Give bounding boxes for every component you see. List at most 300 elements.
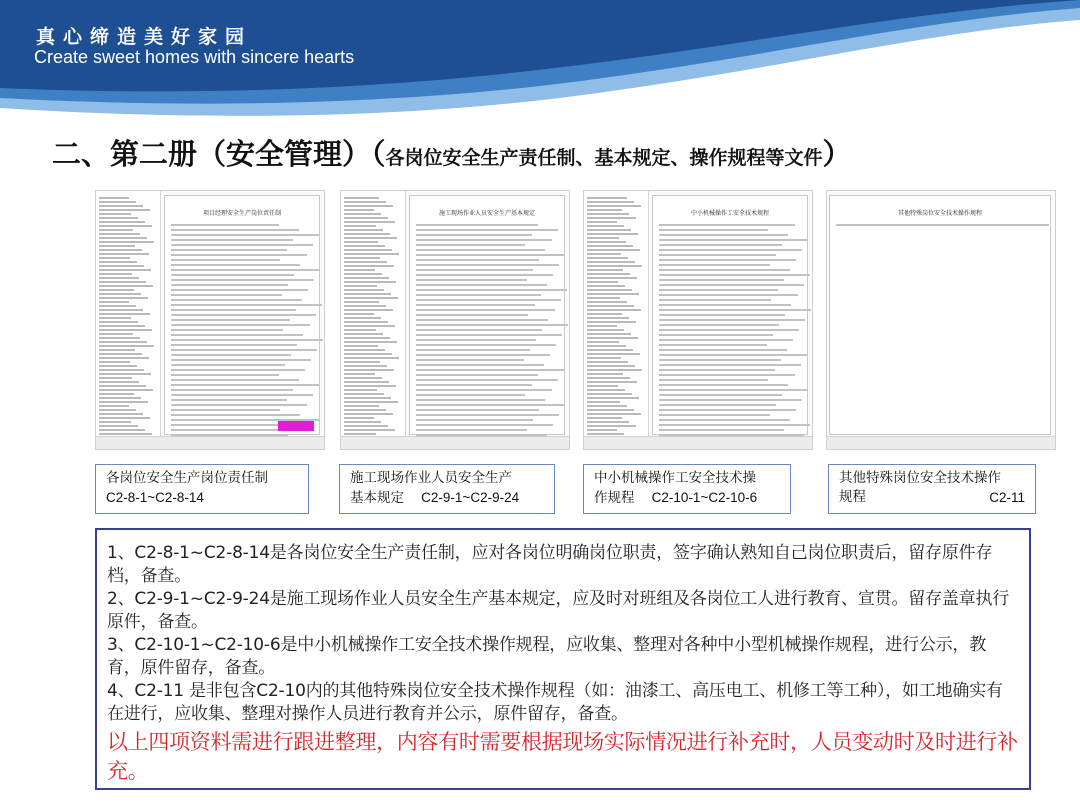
tree-entry[interactable] bbox=[587, 409, 634, 411]
document-page bbox=[652, 195, 808, 435]
tree-entry[interactable] bbox=[344, 393, 384, 395]
tree-entry[interactable] bbox=[587, 277, 637, 279]
tree-entry[interactable] bbox=[587, 377, 630, 379]
tree-entry[interactable] bbox=[344, 289, 384, 291]
text-line bbox=[659, 284, 804, 286]
tree-entry[interactable] bbox=[99, 321, 138, 323]
document-page bbox=[409, 195, 565, 435]
text-line bbox=[659, 384, 788, 386]
tree-entry[interactable] bbox=[99, 297, 148, 299]
tree-entry[interactable] bbox=[587, 425, 636, 427]
tree-entry[interactable] bbox=[344, 365, 387, 367]
tree-entry[interactable] bbox=[344, 313, 374, 315]
tree-entry[interactable] bbox=[99, 341, 147, 343]
tree-entry[interactable] bbox=[99, 361, 130, 363]
tree-entry[interactable] bbox=[587, 341, 619, 343]
tree-entry[interactable] bbox=[587, 233, 638, 235]
tree-entry[interactable] bbox=[99, 277, 139, 279]
text-line bbox=[416, 229, 558, 231]
tree-entry[interactable] bbox=[99, 409, 136, 411]
tree-entry[interactable] bbox=[344, 261, 387, 263]
text-line bbox=[171, 239, 293, 241]
tree-entry[interactable] bbox=[344, 249, 392, 251]
tree-entry[interactable] bbox=[99, 249, 142, 251]
text-line bbox=[659, 374, 795, 376]
tree-entry[interactable] bbox=[99, 205, 143, 207]
tree-entry[interactable] bbox=[99, 373, 151, 375]
tree-entry[interactable] bbox=[99, 245, 135, 247]
tree-entry[interactable] bbox=[99, 397, 141, 399]
tree-entry[interactable] bbox=[587, 197, 627, 199]
tree-entry[interactable] bbox=[99, 377, 132, 379]
tree-entry[interactable] bbox=[587, 293, 639, 295]
text-line bbox=[416, 379, 558, 381]
text-line bbox=[416, 319, 548, 321]
text-line bbox=[171, 314, 316, 316]
tree-entry[interactable] bbox=[344, 325, 395, 327]
text-line bbox=[171, 414, 300, 416]
tree-entry[interactable] bbox=[344, 205, 393, 207]
tree-entry[interactable] bbox=[344, 329, 376, 331]
tree-entry[interactable] bbox=[587, 357, 621, 359]
tree-entry[interactable] bbox=[344, 201, 386, 203]
tree-entry[interactable] bbox=[587, 393, 632, 395]
text-line bbox=[659, 424, 810, 426]
tree-entry[interactable] bbox=[344, 349, 385, 351]
text-line bbox=[171, 319, 290, 321]
text-line bbox=[171, 269, 320, 271]
text-line bbox=[416, 364, 544, 366]
tree-entry[interactable] bbox=[99, 425, 138, 427]
tree-entry[interactable] bbox=[99, 413, 143, 415]
tree-entry[interactable] bbox=[344, 389, 377, 391]
tree-entry[interactable] bbox=[587, 309, 641, 311]
tree-entry[interactable] bbox=[344, 373, 375, 375]
document-page bbox=[164, 195, 320, 435]
tree-entry[interactable] bbox=[344, 273, 382, 275]
tree-entry[interactable] bbox=[587, 373, 623, 375]
tree-entry[interactable] bbox=[344, 409, 386, 411]
tree-entry[interactable] bbox=[99, 365, 137, 367]
tree-entry[interactable] bbox=[587, 205, 641, 207]
tree-entry[interactable] bbox=[99, 285, 153, 287]
tree-entry[interactable] bbox=[587, 241, 626, 243]
text-line bbox=[416, 324, 568, 326]
tree-entry[interactable] bbox=[344, 377, 382, 379]
tree-entry[interactable] bbox=[99, 221, 145, 223]
tree-entry[interactable] bbox=[344, 425, 388, 427]
tree-entry[interactable] bbox=[99, 333, 133, 335]
text-line bbox=[416, 224, 538, 226]
tree-entry[interactable] bbox=[344, 385, 396, 387]
tree-entry[interactable] bbox=[587, 221, 617, 223]
tree-entry[interactable] bbox=[99, 289, 134, 291]
tree-entry[interactable] bbox=[344, 397, 391, 399]
note-item-1: 1、C2-8-1~C2-8-14是各岗位安全生产责任制，应对各岗位明确岗位职责，签字确认熟知自己岗位职责后，留存原件存档，备查。 bbox=[107, 543, 993, 586]
text-line bbox=[416, 304, 535, 306]
tree-entry[interactable] bbox=[99, 309, 143, 311]
tree-entry[interactable] bbox=[344, 213, 381, 215]
tree-entry[interactable] bbox=[344, 209, 374, 211]
text-line bbox=[659, 279, 784, 281]
tree-entry[interactable] bbox=[344, 257, 380, 259]
text-line bbox=[171, 299, 302, 301]
text-line bbox=[659, 349, 787, 351]
tree-entry[interactable] bbox=[344, 337, 390, 339]
tree-entry[interactable] bbox=[99, 225, 152, 227]
tree-entry[interactable] bbox=[587, 313, 622, 315]
tree-entry[interactable] bbox=[587, 389, 625, 391]
tree-entry[interactable] bbox=[587, 321, 636, 323]
tree-entry[interactable] bbox=[344, 293, 391, 295]
tree-entry[interactable] bbox=[344, 253, 399, 255]
tree-entry[interactable] bbox=[99, 241, 154, 243]
document-page-title: 项目经理安全生产岗位责任制 bbox=[202, 210, 281, 217]
tree-entry[interactable] bbox=[344, 321, 388, 323]
tree-entry[interactable] bbox=[99, 393, 134, 395]
tree-entry[interactable] bbox=[99, 281, 146, 283]
tree-entry[interactable] bbox=[587, 285, 625, 287]
tree-entry[interactable] bbox=[587, 405, 627, 407]
tree-entry[interactable] bbox=[99, 345, 154, 347]
tree-entry[interactable] bbox=[587, 401, 620, 403]
text-line bbox=[659, 344, 767, 346]
text-line bbox=[416, 389, 552, 391]
tree-entry[interactable] bbox=[344, 309, 393, 311]
document-page-title: 其他特殊岗位安全技术操作规程 bbox=[897, 210, 982, 217]
tree-entry[interactable] bbox=[344, 217, 388, 219]
tree-entry[interactable] bbox=[587, 209, 622, 211]
tree-entry[interactable] bbox=[344, 233, 390, 235]
text-line bbox=[171, 309, 296, 311]
tree-entry[interactable] bbox=[99, 269, 151, 271]
text-line bbox=[659, 329, 799, 331]
tree-entry[interactable] bbox=[99, 389, 153, 391]
caption-1 bbox=[95, 464, 309, 514]
slide-title-close-paren: ） bbox=[822, 137, 852, 171]
tree-entry[interactable] bbox=[99, 261, 137, 263]
text-line bbox=[416, 314, 528, 316]
tree-entry[interactable] bbox=[99, 349, 135, 351]
tree-entry[interactable] bbox=[587, 213, 629, 215]
brand-slogan-cn: 真心缔造美好家园 bbox=[36, 26, 253, 48]
note-item-3: 3、C2-10-1~C2-10-6是中小机械操作工安全技术操作规程，应收集、整理对各种中小型机械操作规程，进行公示，教育，原件留存，备查。 bbox=[107, 635, 987, 678]
tree-entry[interactable] bbox=[587, 301, 627, 303]
tree-entry[interactable] bbox=[344, 401, 398, 403]
text-line bbox=[659, 244, 782, 246]
text-line bbox=[171, 254, 307, 256]
tree-entry[interactable] bbox=[344, 405, 379, 407]
tree-entry[interactable] bbox=[587, 329, 624, 331]
caption-title-cont: 作规程 bbox=[594, 490, 635, 506]
text-line bbox=[171, 289, 308, 291]
tree-entry[interactable] bbox=[344, 361, 380, 363]
text-line bbox=[416, 384, 532, 386]
text-line bbox=[171, 349, 317, 351]
text-line bbox=[659, 419, 790, 421]
tree-entry[interactable] bbox=[587, 317, 629, 319]
text-line bbox=[171, 409, 280, 411]
tree-entry[interactable] bbox=[99, 417, 150, 419]
document-screenshot-3 bbox=[583, 190, 813, 450]
document-screenshot-1 bbox=[95, 190, 325, 450]
tree-entry[interactable] bbox=[344, 297, 398, 299]
tree-entry[interactable] bbox=[587, 337, 638, 339]
text-line bbox=[171, 259, 280, 261]
tree-entry[interactable] bbox=[587, 265, 642, 267]
tree-entry[interactable] bbox=[99, 433, 152, 435]
text-line bbox=[416, 369, 564, 371]
text-line bbox=[416, 359, 524, 361]
tree-entry[interactable] bbox=[344, 281, 396, 283]
tree-entry[interactable] bbox=[587, 273, 630, 275]
tree-entry[interactable] bbox=[344, 225, 376, 227]
text-line bbox=[171, 244, 313, 246]
caption-title: 其他特殊岗位安全技术操作 bbox=[839, 470, 1001, 486]
tree-entry[interactable] bbox=[99, 357, 149, 359]
tree-entry[interactable] bbox=[344, 241, 378, 243]
tree-entry[interactable] bbox=[99, 217, 138, 219]
text-line bbox=[659, 314, 785, 316]
tree-entry[interactable] bbox=[344, 341, 397, 343]
text-line bbox=[171, 294, 282, 296]
text-line bbox=[416, 404, 565, 406]
tree-entry[interactable] bbox=[344, 353, 392, 355]
tree-entry[interactable] bbox=[587, 353, 640, 355]
slide-title-main: 二、第二册（安全管理） bbox=[52, 137, 372, 171]
tree-entry[interactable] bbox=[587, 397, 639, 399]
text-line bbox=[416, 339, 536, 341]
text-line bbox=[836, 224, 1049, 226]
text-line bbox=[171, 389, 293, 391]
text-line bbox=[171, 229, 299, 231]
text-line bbox=[171, 324, 310, 326]
tree-entry[interactable] bbox=[587, 381, 637, 383]
tree-entry[interactable] bbox=[344, 369, 394, 371]
tree-entry[interactable] bbox=[344, 301, 379, 303]
tree-entry[interactable] bbox=[99, 197, 129, 199]
text-line bbox=[659, 294, 798, 296]
text-line bbox=[171, 384, 319, 386]
tree-entry[interactable] bbox=[587, 297, 620, 299]
text-line bbox=[416, 334, 562, 336]
status-bar bbox=[827, 436, 1055, 449]
status-bar bbox=[584, 436, 812, 449]
tree-entry[interactable] bbox=[99, 253, 149, 255]
text-line bbox=[659, 229, 768, 231]
file-tree-pane bbox=[341, 191, 406, 449]
text-line bbox=[171, 284, 288, 286]
caption-title-cont: 基本规定 bbox=[350, 490, 404, 506]
text-line bbox=[659, 249, 802, 251]
text-line bbox=[416, 424, 553, 426]
tree-entry[interactable] bbox=[344, 433, 376, 435]
slide-title bbox=[52, 132, 852, 173]
tree-entry[interactable] bbox=[344, 317, 381, 319]
text-line bbox=[416, 294, 541, 296]
caption-code: C2-9-1~C2-9-24 bbox=[421, 490, 520, 505]
caption-code: C2-8-1~C2-8-14 bbox=[106, 490, 204, 505]
text-line bbox=[659, 354, 807, 356]
tree-entry[interactable] bbox=[99, 229, 133, 231]
tree-entry[interactable] bbox=[587, 249, 640, 251]
tree-entry[interactable] bbox=[99, 401, 148, 403]
text-line bbox=[659, 239, 808, 241]
tree-entry[interactable] bbox=[344, 229, 383, 231]
tree-entry[interactable] bbox=[587, 361, 628, 363]
text-line bbox=[171, 264, 300, 266]
tree-entry[interactable] bbox=[587, 365, 635, 367]
text-line bbox=[659, 409, 796, 411]
file-tree-pane bbox=[96, 191, 161, 449]
tree-entry[interactable] bbox=[587, 433, 624, 435]
tree-entry[interactable] bbox=[344, 429, 395, 431]
tree-entry[interactable] bbox=[344, 277, 389, 279]
status-bar bbox=[96, 436, 324, 449]
tree-entry[interactable] bbox=[587, 421, 629, 423]
text-line bbox=[171, 374, 279, 376]
text-line bbox=[171, 404, 307, 406]
tree-entry[interactable] bbox=[99, 301, 129, 303]
text-line bbox=[416, 269, 533, 271]
text-line bbox=[171, 304, 322, 306]
text-line bbox=[659, 394, 782, 396]
tree-entry[interactable] bbox=[99, 405, 129, 407]
tree-entry[interactable] bbox=[99, 293, 141, 295]
tree-entry[interactable] bbox=[99, 381, 139, 383]
text-line bbox=[416, 234, 532, 236]
tree-entry[interactable] bbox=[344, 413, 393, 415]
text-line bbox=[171, 329, 283, 331]
tree-entry[interactable] bbox=[99, 353, 142, 355]
tree-entry[interactable] bbox=[344, 305, 386, 307]
tree-entry[interactable] bbox=[99, 233, 140, 235]
tree-entry[interactable] bbox=[587, 349, 633, 351]
status-bar bbox=[341, 436, 569, 449]
tree-entry[interactable] bbox=[344, 269, 375, 271]
text-line bbox=[171, 399, 287, 401]
tree-entry[interactable] bbox=[587, 305, 634, 307]
caption-title: 中小机械操作工安全技术操 bbox=[594, 470, 756, 486]
tree-entry[interactable] bbox=[344, 245, 385, 247]
tree-entry[interactable] bbox=[587, 225, 624, 227]
tree-entry[interactable] bbox=[99, 237, 147, 239]
tree-entry[interactable] bbox=[344, 345, 378, 347]
tree-entry[interactable] bbox=[587, 333, 631, 335]
tree-entry[interactable] bbox=[587, 325, 617, 327]
text-line bbox=[171, 224, 279, 226]
tree-entry[interactable] bbox=[587, 237, 619, 239]
tree-entry[interactable] bbox=[99, 385, 146, 387]
header-banner bbox=[0, 0, 1080, 120]
text-line bbox=[659, 379, 768, 381]
tree-entry[interactable] bbox=[99, 305, 136, 307]
tree-entry[interactable] bbox=[344, 237, 397, 239]
text-line bbox=[416, 349, 530, 351]
tree-entry[interactable] bbox=[99, 329, 152, 331]
tree-entry[interactable] bbox=[587, 345, 626, 347]
caption-code: C2-11 bbox=[989, 490, 1025, 505]
caption-code: C2-10-1~C2-10-6 bbox=[651, 490, 758, 505]
tree-entry[interactable] bbox=[587, 201, 634, 203]
text-line bbox=[659, 289, 778, 291]
text-line bbox=[659, 429, 784, 431]
text-line bbox=[416, 414, 559, 416]
text-line bbox=[659, 274, 810, 276]
tree-entry[interactable] bbox=[99, 429, 145, 431]
tree-entry[interactable] bbox=[99, 209, 150, 211]
tree-entry[interactable] bbox=[99, 273, 132, 275]
tree-entry[interactable] bbox=[344, 357, 399, 359]
tree-entry[interactable] bbox=[587, 417, 622, 419]
tree-entry[interactable] bbox=[587, 369, 642, 371]
tree-entry[interactable] bbox=[99, 213, 131, 215]
tree-entry[interactable] bbox=[344, 417, 374, 419]
tree-entry[interactable] bbox=[587, 289, 632, 291]
text-line bbox=[659, 254, 776, 256]
text-line bbox=[416, 244, 525, 246]
tree-entry[interactable] bbox=[344, 197, 379, 199]
tree-entry[interactable] bbox=[587, 217, 636, 219]
tree-entry[interactable] bbox=[99, 313, 150, 315]
tree-entry[interactable] bbox=[99, 421, 131, 423]
text-line bbox=[416, 344, 556, 346]
tree-entry[interactable] bbox=[99, 317, 131, 319]
tree-entry[interactable] bbox=[344, 381, 389, 383]
text-line bbox=[416, 274, 553, 276]
text-line bbox=[659, 369, 775, 371]
tree-entry[interactable] bbox=[587, 253, 621, 255]
text-line bbox=[171, 379, 299, 381]
tree-entry[interactable] bbox=[587, 281, 618, 283]
text-line bbox=[171, 424, 294, 426]
tree-entry[interactable] bbox=[99, 369, 144, 371]
tree-entry[interactable] bbox=[587, 413, 641, 415]
tree-entry[interactable] bbox=[344, 221, 395, 223]
text-line bbox=[416, 374, 538, 376]
tree-entry[interactable] bbox=[99, 325, 145, 327]
text-line bbox=[416, 259, 539, 261]
tree-entry[interactable] bbox=[587, 269, 623, 271]
tree-entry[interactable] bbox=[99, 257, 130, 259]
file-tree-pane bbox=[584, 191, 649, 449]
text-line bbox=[659, 414, 770, 416]
tree-entry[interactable] bbox=[344, 421, 381, 423]
tree-entry[interactable] bbox=[587, 429, 617, 431]
tree-entry[interactable] bbox=[344, 285, 377, 287]
tree-entry[interactable] bbox=[344, 333, 383, 335]
text-line bbox=[171, 234, 319, 236]
tree-entry[interactable] bbox=[99, 201, 136, 203]
tree-entry[interactable] bbox=[99, 265, 144, 267]
tree-entry[interactable] bbox=[587, 245, 633, 247]
tree-entry[interactable] bbox=[587, 385, 618, 387]
caption-4 bbox=[828, 464, 1036, 514]
text-line bbox=[171, 394, 313, 396]
note-item-4: 4、C2-11 是非包含C2-10内的其他特殊岗位安全技术操作规程（如：油漆工、高压电工、机修工等工种），如工地确实有在进行，应收集、整理对操作人员进行教育并公示，原件留存，备查。 bbox=[107, 681, 1003, 724]
text-line bbox=[171, 279, 314, 281]
tree-entry[interactable] bbox=[99, 337, 140, 339]
text-line bbox=[659, 324, 779, 326]
tree-entry[interactable] bbox=[587, 229, 631, 231]
tree-entry[interactable] bbox=[344, 265, 394, 267]
note-item-2: 2、C2-9-1~C2-9-24是施工现场作业人员安全生产基本规定，应及时对班组及各岗位工人进行教育、宣贯。留存盖章执行原件，备查。 bbox=[107, 589, 1010, 632]
tree-entry[interactable] bbox=[587, 257, 628, 259]
text-line bbox=[171, 249, 287, 251]
document-screenshot-2 bbox=[340, 190, 570, 450]
caption-3 bbox=[583, 464, 791, 514]
tree-entry[interactable] bbox=[587, 261, 635, 263]
